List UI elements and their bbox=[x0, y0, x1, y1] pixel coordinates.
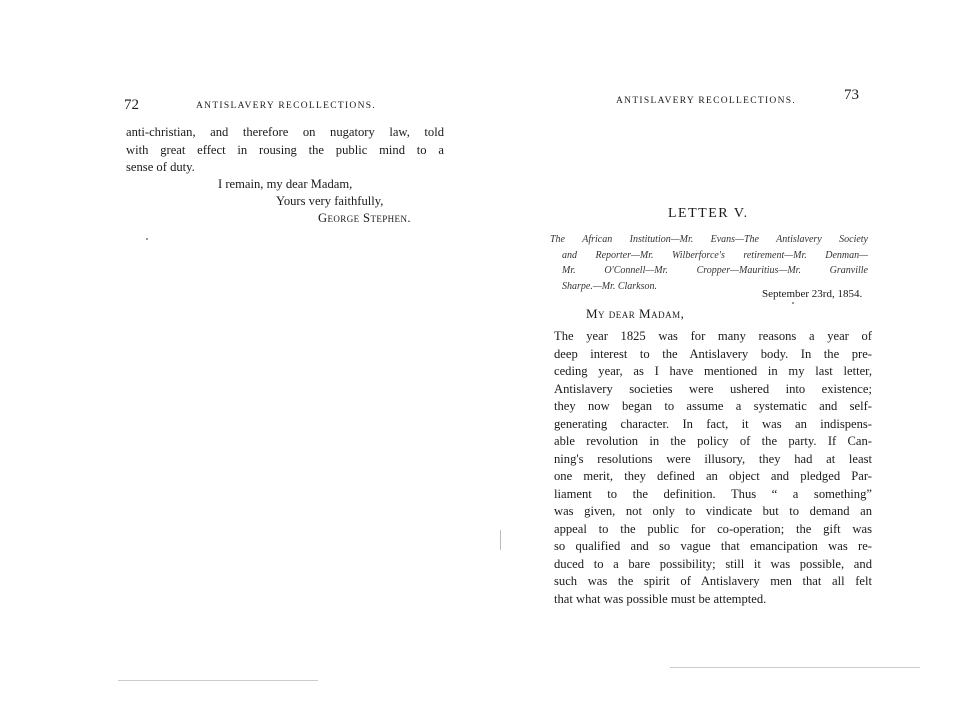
text-line: duced to a bare possibility; still it was possible, and bbox=[554, 556, 872, 571]
text-line: anti-christian, and therefore on nugatory law, told bbox=[126, 125, 444, 139]
text-line: ning's resolutions were illusory, they had at least bbox=[554, 451, 872, 466]
summary-line: Sharpe.—Mr. Clarkson. bbox=[562, 280, 658, 292]
left-body-text bbox=[126, 124, 444, 177]
text-line: one merit, they defined an object and pledged Par- bbox=[554, 469, 872, 483]
letter-summary bbox=[550, 232, 868, 294]
text-line: such was the spirit of Antislavery men that all felt bbox=[554, 574, 872, 588]
text-line: that what was possible must be attempted. bbox=[554, 591, 767, 606]
text-line: sense of duty. bbox=[126, 160, 195, 174]
gutter-mark bbox=[500, 530, 501, 550]
ink-speck bbox=[792, 302, 794, 304]
text-line: with great effect in rousing the public mind to a bbox=[126, 142, 444, 157]
right-page-number: 73 bbox=[844, 87, 859, 103]
signature: George Stephen. bbox=[318, 211, 411, 225]
text-line: Antislavery societies were ushered into existence; bbox=[554, 381, 872, 396]
dateline: September 23rd, 1854. bbox=[762, 288, 863, 300]
text-line: liament to the definition. Thus “ a something” bbox=[554, 486, 872, 501]
closing-line: Yours very faithfully, bbox=[276, 194, 384, 208]
right-body-text bbox=[554, 328, 872, 608]
closing-line: I remain, my dear Madam, bbox=[218, 177, 353, 191]
summary-line: Mr. O'Connell—Mr. Cropper—Mauritius—Mr. Granville bbox=[562, 265, 868, 276]
text-line: generating character. In fact, it was an indispens- bbox=[554, 416, 872, 431]
text-line: they now began to assume a systematic and self- bbox=[554, 399, 872, 413]
text-line: ceding year, as I have mentioned in my last letter, bbox=[554, 364, 872, 378]
text-line: deep interest to the Antislavery body. In the pre- bbox=[554, 346, 872, 361]
page-edge-smudge bbox=[670, 667, 920, 668]
salutation: My dear Madam, bbox=[586, 306, 685, 321]
summary-line: The African Institution—Mr. Evans—The Antislavery Society bbox=[550, 234, 868, 245]
page-edge-smudge bbox=[118, 680, 318, 681]
text-line: so qualified and so vague that emancipation was re- bbox=[554, 539, 872, 553]
text-line: The year 1825 was for many reasons a year of bbox=[554, 329, 872, 343]
summary-line: and Reporter—Mr. Wilberforce's retirement—Mr. Denman— bbox=[562, 249, 868, 261]
text-line: was given, not only to vindicate but to demand an bbox=[554, 504, 872, 518]
right-running-head: ANTISLAVERY RECOLLECTIONS. bbox=[616, 96, 796, 106]
ink-speck bbox=[146, 238, 148, 240]
left-running-head: ANTISLAVERY RECOLLECTIONS. bbox=[196, 101, 376, 111]
right-page bbox=[490, 0, 980, 714]
text-line: appeal to the public for co-operation; the gift was bbox=[554, 521, 872, 536]
letter-heading: LETTER V. bbox=[668, 206, 749, 221]
left-page-number: 72 bbox=[124, 97, 139, 113]
text-line: able revolution in the policy of the party. If Can- bbox=[554, 434, 872, 448]
